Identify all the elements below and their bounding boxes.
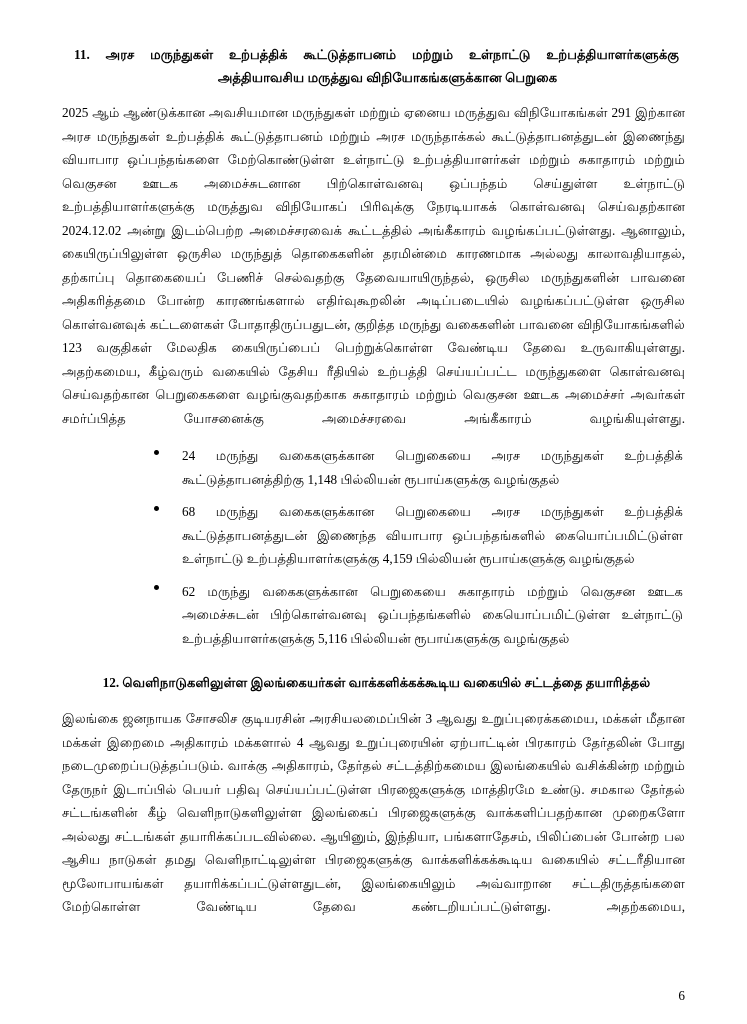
list-item-text: 24 மருந்து வகைகளுக்கான பெறுகையை அரச மருந்துகள் உற்பத்திக் கூட்டுத்தாபனத்திற்கு 1,148 பில்லியன் ரூபாய்களுக்கு வழங்குதல் [182,448,683,487]
bullet-dot-icon [154,506,159,511]
section-11-heading: 11. அரச மருந்துகள் உற்பத்திக் கூட்டுத்தாபனம் மற்றும் உள்நாட்டு உற்பத்தியாளர்களுக்கு அத்தியாவசிய மருத்துவ விநியோகங்களுக்கான பெறுகை [74,47,679,85]
list-item [62,580,685,651]
list-item-text: 68 மருந்து வகைகளுக்கான பெறுகையை அரச மருந்துகள் உற்பத்திக் கூட்டுத்தாபனத்துடன் இணைந்த வியாபார ஒப்பந்தங்களில் கையொப்பமிட்டுள்ள உள்நாட்டு உற்பத்தியாளர்களுக்கு 4,159 பில்லியன் ரூபாய்களுக்கு வழங்குதல் [182,504,683,567]
list-item [62,500,685,571]
section-11-paragraph: 2025 ஆம் ஆண்டுக்கான அவசியமான மருந்துகள் மற்றும் ஏனைய மருத்துவ விநியோகங்கள் 291 இற்கான அரச மருந்துகள் உற்பத்திக் கூட்டுத்தாபனம் மற்றும் அரச மருந்தாக்கல் கூட்டுத்தாபனத்துடன் இணைந்து வியாபார ஒப்பந்தங்களை மேற்கொண்டுள்ள உள்நாட்டு உற்பத்தியாளர்கள் மற்றும் சுகாதாரம் மற்றும் வெகுசன ஊடக அமைச்சுடனான பிற்கொள்வனவு ஒப்பந்தம் செய்துள்ள உள்நாட்டு உற்பத்தியாளர்களுக்கு மருத்துவ விநியோகப் பிரிவுக்கு நேரடியாகக் கொள்வனவு செய்வதற்கான 2024.12.02 அன்று இடம்பெற்ற அமைச்சரவைக் கூட்டத்தில் அங்கீகாரம் வழங்கப்பட்டுள்ளது. ஆனாலும், கையிருப்பிலுள்ள ஒருசில மருந்துத் தொகைகளின் தரமின்மை காரணமாக அல்லது காலாவதியாதல், தற்காப்பு தொகையைப் பேணிச் செல்வதற்கு தேவையாயிருந்தல், ஒருசில மருந்துகளின் பாவனை அதிகரித்தமை போன்ற காரணங்களால் எதிர்வுகூறலின் அடிப்படையில் வழங்கப்பட்டுள்ள ஒருசில கொள்வனவுக் கட்டளைகள் போதாதிருப்பதுடன், குறித்த மருந்து வகைகளின் பாவனை விநியோகங்களில் 123 வகுதிகள் மேலதிக கையிருப்பைப் பெற்றுக்கொள்ள வேண்டிய தேவை உருவாகியுள்ளது. அதற்கமைய, கீழ்வரும் வகையில் தேசிய ரீதியில் உற்பத்தி செய்யப்பட்ட மருந்துகளை கொள்வனவு செய்வதற்கான பெறுகைகளை வழங்குவதற்காக சுகாதாரம் மற்றும் வெகுசன ஊடக அமைச்சர் அவர்கள் சமர்ப்பித்த யோசனைக்கு அமைச்சரவை அங்கீகாரம் வழங்கியுள்ளது. [62,105,685,426]
list-item [62,444,685,491]
section-11-bullet-list [62,444,685,650]
section-12-heading: 12. வெளிநாடுகளிலுள்ள இலங்கையர்கள் வாக்களிக்கக்கூடிய வகையில் சட்டத்தை தயாரித்தல் [102,675,651,691]
bullet-dot-icon [154,450,159,455]
list-item-text: 62 மருந்து வகைகளுக்கான பெறுகையை சுகாதாரம் மற்றும் வெகுசன ஊடக அமைச்சுடன் பிற்கொள்வனவு ஒப்பந்தங்களில் கையொப்பமிட்டுள்ள உள்நாட்டு உற்பத்தியாளர்களுக்கு 5,116 பில்லியன் ரூபாய்களுக்கு வழங்குதல் [182,583,683,646]
section-12-paragraph: இலங்கை ஜனநாயக சோசலிச குடியரசின் அரசியலமைப்பின் 3 ஆவது உறுப்புரைக்கமைய, மக்கள் மீதான மக்கள் இறைமை அதிகாரம் மக்களால் 4 ஆவது உறுப்புரையின் ஏற்பாட்டின் பிரகாரம் தேர்தலின் போது நடைமுறைப்படுத்தப்படும். வாக்கு அதிகாரம், தேர்தல் சட்டத்திற்கமைய இலங்கையில் வசிக்கின்ற மற்றும் தேருநர் இடாப்பில் பெயர் பதிவு செய்யப்பட்டுள்ள பிரஜைகளுக்கு மாத்திரமே உண்டு. சமகால தேர்தல் சட்டங்களின் கீழ் வெளிநாடுகளிலுள்ள இலங்கைப் பிரஜைகளுக்கு வாக்களிப்பதற்கான முறைகளோ அல்லது சட்டங்கள் தயாரிக்கப்படவில்லை. ஆயினும், இந்தியா, பங்களாதேசம், பிலிப்பைன் போன்ற பல ஆசிய நாடுகள் தமது வெளிநாட்டிலுள்ள பிரஜைகளுக்கு வாக்களிக்கக்கூடிய வகையில் சட்டரீதியான மூலோபாயங்கள் தயாரிக்கப்பட்டுள்ளதுடன், இலங்கையிலும் அவ்வாறான சட்டதிருத்தங்களை மேற்கொள்ள வேண்டிய தேவை கண்டறியப்பட்டுள்ளது. அதற்கமைய, [62,711,685,915]
page-number: 6 [678,988,685,1003]
bullet-dot-icon [154,585,159,590]
